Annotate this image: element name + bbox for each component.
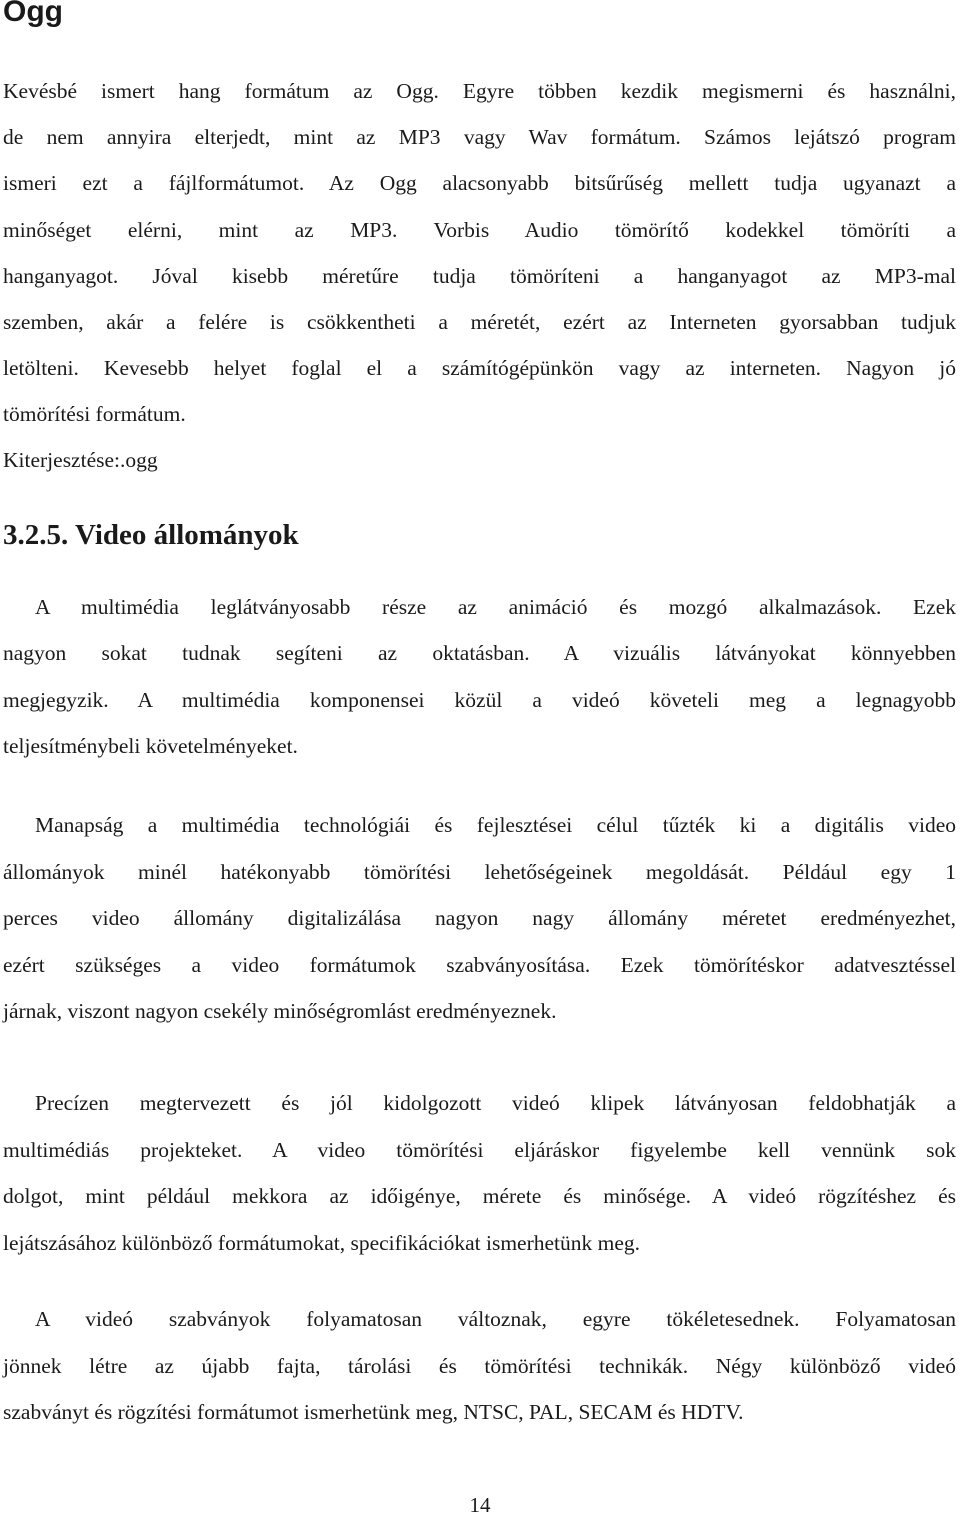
ogg-paragraph bbox=[3, 68, 956, 438]
text-line: A multimédia leglátványosabb része az animáció és mozgó alkalmazások. Ezek bbox=[35, 595, 956, 619]
section-heading: 3.2.5. Video állományok bbox=[3, 519, 299, 551]
text-line: Precízen megtervezett és jól kidolgozott videó klipek látványosan feldobhatják a bbox=[35, 1091, 956, 1115]
text-line: állományok minél hatékonyabb tömörítési lehetőségeinek megoldását. Például egy 1 bbox=[3, 859, 956, 884]
video-paragraph-2 bbox=[3, 802, 956, 1035]
text-line: ismeri ezt a fájlformátumot. Az Ogg alacsonyabb bitsűrűség mellett tudja ugyanazt a bbox=[3, 171, 956, 196]
text-line: de nem annyira elterjedt, mint az MP3 vagy Wav formátum. Számos lejátszó program bbox=[3, 125, 956, 150]
video-paragraph-4 bbox=[3, 1296, 956, 1436]
text-line: jönnek létre az újabb fajta, tárolási és tömörítési technikák. Négy különböző videó bbox=[3, 1353, 956, 1378]
text-line: letölteni. Kevesebb helyet foglal el a számítógépünkön vagy az interneten. Nagyon jó bbox=[3, 356, 956, 381]
text-line: A videó szabványok folyamatosan változnak, egyre tökéletesednek. Folyamatosan bbox=[35, 1307, 956, 1331]
text-line: szabványt és rögzítési formátumot ismerhetünk meg, NTSC, PAL, SECAM és HDTV. bbox=[3, 1400, 744, 1425]
text-line: lejátszásához különböző formátumokat, specifikációkat ismerhetünk meg. bbox=[3, 1230, 641, 1255]
text-line: Kevésbé ismert hang formátum az Ogg. Egyre többen kezdik megismerni és használni, bbox=[3, 79, 956, 103]
text-line: dolgot, mint például mekkora az időigénye, mérete és minősége. A videó rögzítéshez és bbox=[3, 1184, 956, 1209]
ogg-heading: Ogg bbox=[3, 0, 63, 28]
text-line: minőséget elérni, mint az MP3. Vorbis Audio tömörítő kodekkel tömöríti a bbox=[3, 217, 956, 242]
text-line: Manapság a multimédia technológiái és fejlesztései célul tűzték ki a digitális video bbox=[35, 813, 956, 837]
page-number: 14 bbox=[469, 1493, 491, 1517]
text-line: ezért szükséges a video formátumok szabványosítása. Ezek tömörítéskor adatvesztéssel bbox=[3, 952, 956, 977]
text-line: nagyon sokat tudnak segíteni az oktatásban. A vizuális látványokat könnyebben bbox=[3, 641, 956, 666]
text-line: hanganyagot. Jóval kisebb méretűre tudja tömöríteni a hanganyagot az MP3-mal bbox=[3, 263, 956, 288]
text-line: multimédiás projekteket. A video tömörítési eljáráskor figyelembe kell vennünk sok bbox=[3, 1137, 956, 1162]
text-line: megjegyzik. A multimédia komponensei közül a videó követeli meg a legnagyobb bbox=[3, 687, 956, 712]
video-paragraph-3 bbox=[3, 1080, 956, 1266]
text-line: teljesítménybeli követelményeket. bbox=[3, 734, 298, 759]
text-line: járnak, viszont nagyon csekély minőségromlást eredményeznek. bbox=[3, 999, 557, 1024]
text-line: tömörítési formátum. bbox=[3, 402, 186, 427]
text-line: perces video állomány digitalizálása nagyon nagy állomány méretet eredményezhet, bbox=[3, 906, 956, 931]
text-line: szemben, akár a felére is csökkentheti a méretét, ezért az Interneten gyorsabban tudjuk bbox=[3, 310, 956, 335]
video-paragraph-1 bbox=[3, 584, 956, 770]
extension-line: Kiterjesztése:.ogg bbox=[3, 448, 158, 472]
